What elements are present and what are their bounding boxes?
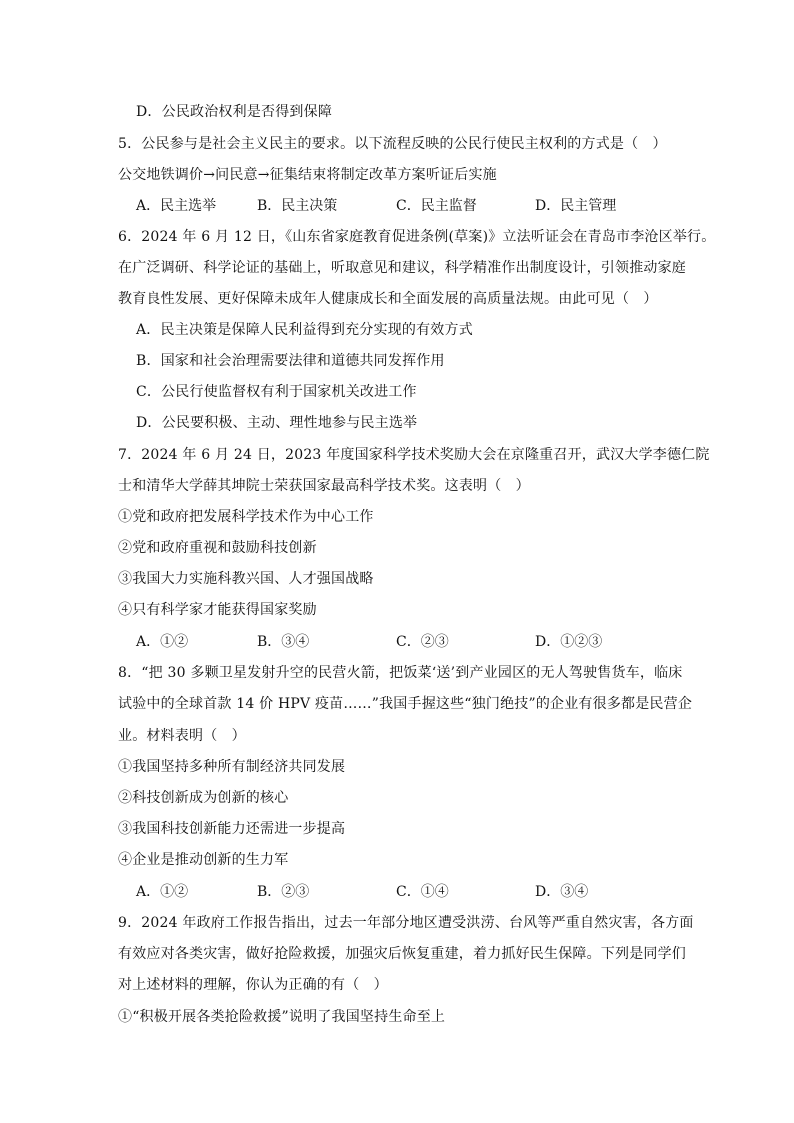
q5-stem: 5．公民参与是社会主义民主的要求。以下流程反映的公民行使民主权利的方式是（ ） bbox=[118, 136, 667, 152]
q4-option-d: D．公民政治权利是否得到保障 bbox=[136, 104, 333, 120]
q7-option-d: D．①②③ bbox=[535, 634, 603, 650]
q8-option-b: B．②③ bbox=[257, 884, 310, 900]
q5-option-c: C．民主监督 bbox=[396, 198, 477, 214]
q7-option-c: C．②③ bbox=[396, 634, 449, 650]
q8-option-d: D．③④ bbox=[535, 884, 589, 900]
q5-option-d: D．民主管理 bbox=[535, 198, 617, 214]
q6-stem-line: 6．2024 年 6 月 12 日，《山东省家庭教育促进条例(草案)》立法听证会在青岛市李沧区举行。 bbox=[118, 229, 716, 245]
q7-statement-1: ①党和政府把发展科学技术作为中心工作 bbox=[118, 509, 374, 525]
q6-option-d: D．公民要积极、主动、理性地参与民主选举 bbox=[136, 415, 418, 431]
q8-stem-line: 8．“把 30 多颗卫星发射升空的民营火箭，把饭菜‘送’到产业园区的无人驾驶售货车，临床 bbox=[118, 665, 683, 681]
q6-stem-line: 在广泛调研、科学论证的基础上，听取意见和建议，科学精准作出制度设计，引领推动家庭 bbox=[118, 260, 686, 276]
q5-flow: 公交地铁调价→问民意→征集结束将制定改革方案听证后实施 bbox=[118, 167, 497, 183]
q7-statement-3: ③我国大力实施科教兴国、人才强国战略 bbox=[118, 571, 374, 587]
q6-stem-line: 教育良性发展、更好保障未成年人健康成长和全面发展的高质量法规。由此可见（ ） bbox=[118, 291, 658, 307]
q8-statement-1: ①我国坚持多种所有制经济共同发展 bbox=[118, 759, 346, 775]
q8-stem-line: 试验中的全球首款 14 价 HPV 疫苗……”我国手握这些“独门绝技”的企业有很多都是民营企 bbox=[118, 696, 693, 712]
q7-stem-line: 士和清华大学薛其坤院士荣获国家最高科学技术奖。这表明（ ） bbox=[118, 478, 530, 494]
q8-stem-line: 业。材料表明（ ） bbox=[118, 728, 246, 744]
q9-stem-line: 有效应对各类灾害，做好抢险救援，加强灾后恢复重建，着力抓好民生保障。下列是同学们 bbox=[118, 946, 686, 962]
q7-stem-line: 7．2024 年 6 月 24 日，2023 年度国家科学技术奖励大会在京隆重召开，武汉大学李德仁院 bbox=[118, 447, 710, 463]
q9-statement-1: ①“积极开展各类抢险救援”说明了我国坚持生命至上 bbox=[118, 1009, 446, 1025]
q7-option-a: A．①② bbox=[136, 634, 189, 650]
q6-option-a: A．民主决策是保障人民利益得到充分实现的有效方式 bbox=[136, 322, 473, 338]
q7-statement-4: ④只有科学家才能获得国家奖励 bbox=[118, 602, 317, 618]
q7-statement-2: ②党和政府重视和鼓励科技创新 bbox=[118, 540, 317, 556]
q8-statement-4: ④企业是推动创新的生力军 bbox=[118, 852, 289, 868]
q8-option-c: C．①④ bbox=[396, 884, 449, 900]
q9-stem-line: 9．2024 年政府工作报告指出，过去一年部分地区遭受洪涝、台风等严重自然灾害，各方面 bbox=[118, 915, 694, 931]
q6-option-b: B．国家和社会治理需要法律和道德共同发挥作用 bbox=[136, 353, 445, 369]
q5-option-b: B．民主决策 bbox=[257, 198, 338, 214]
q5-option-a: A．民主选举 bbox=[136, 198, 217, 214]
q8-option-a: A．①② bbox=[136, 884, 189, 900]
q8-statement-2: ②科技创新成为创新的核心 bbox=[118, 790, 289, 806]
q7-option-b: B．③④ bbox=[257, 634, 310, 650]
q6-option-c: C．公民行使监督权有利于国家机关改进工作 bbox=[136, 384, 417, 400]
q9-stem-line: 对上述材料的理解，你认为正确的有（ ） bbox=[118, 977, 388, 993]
q8-statement-3: ③我国科技创新能力还需进一步提高 bbox=[118, 821, 346, 837]
